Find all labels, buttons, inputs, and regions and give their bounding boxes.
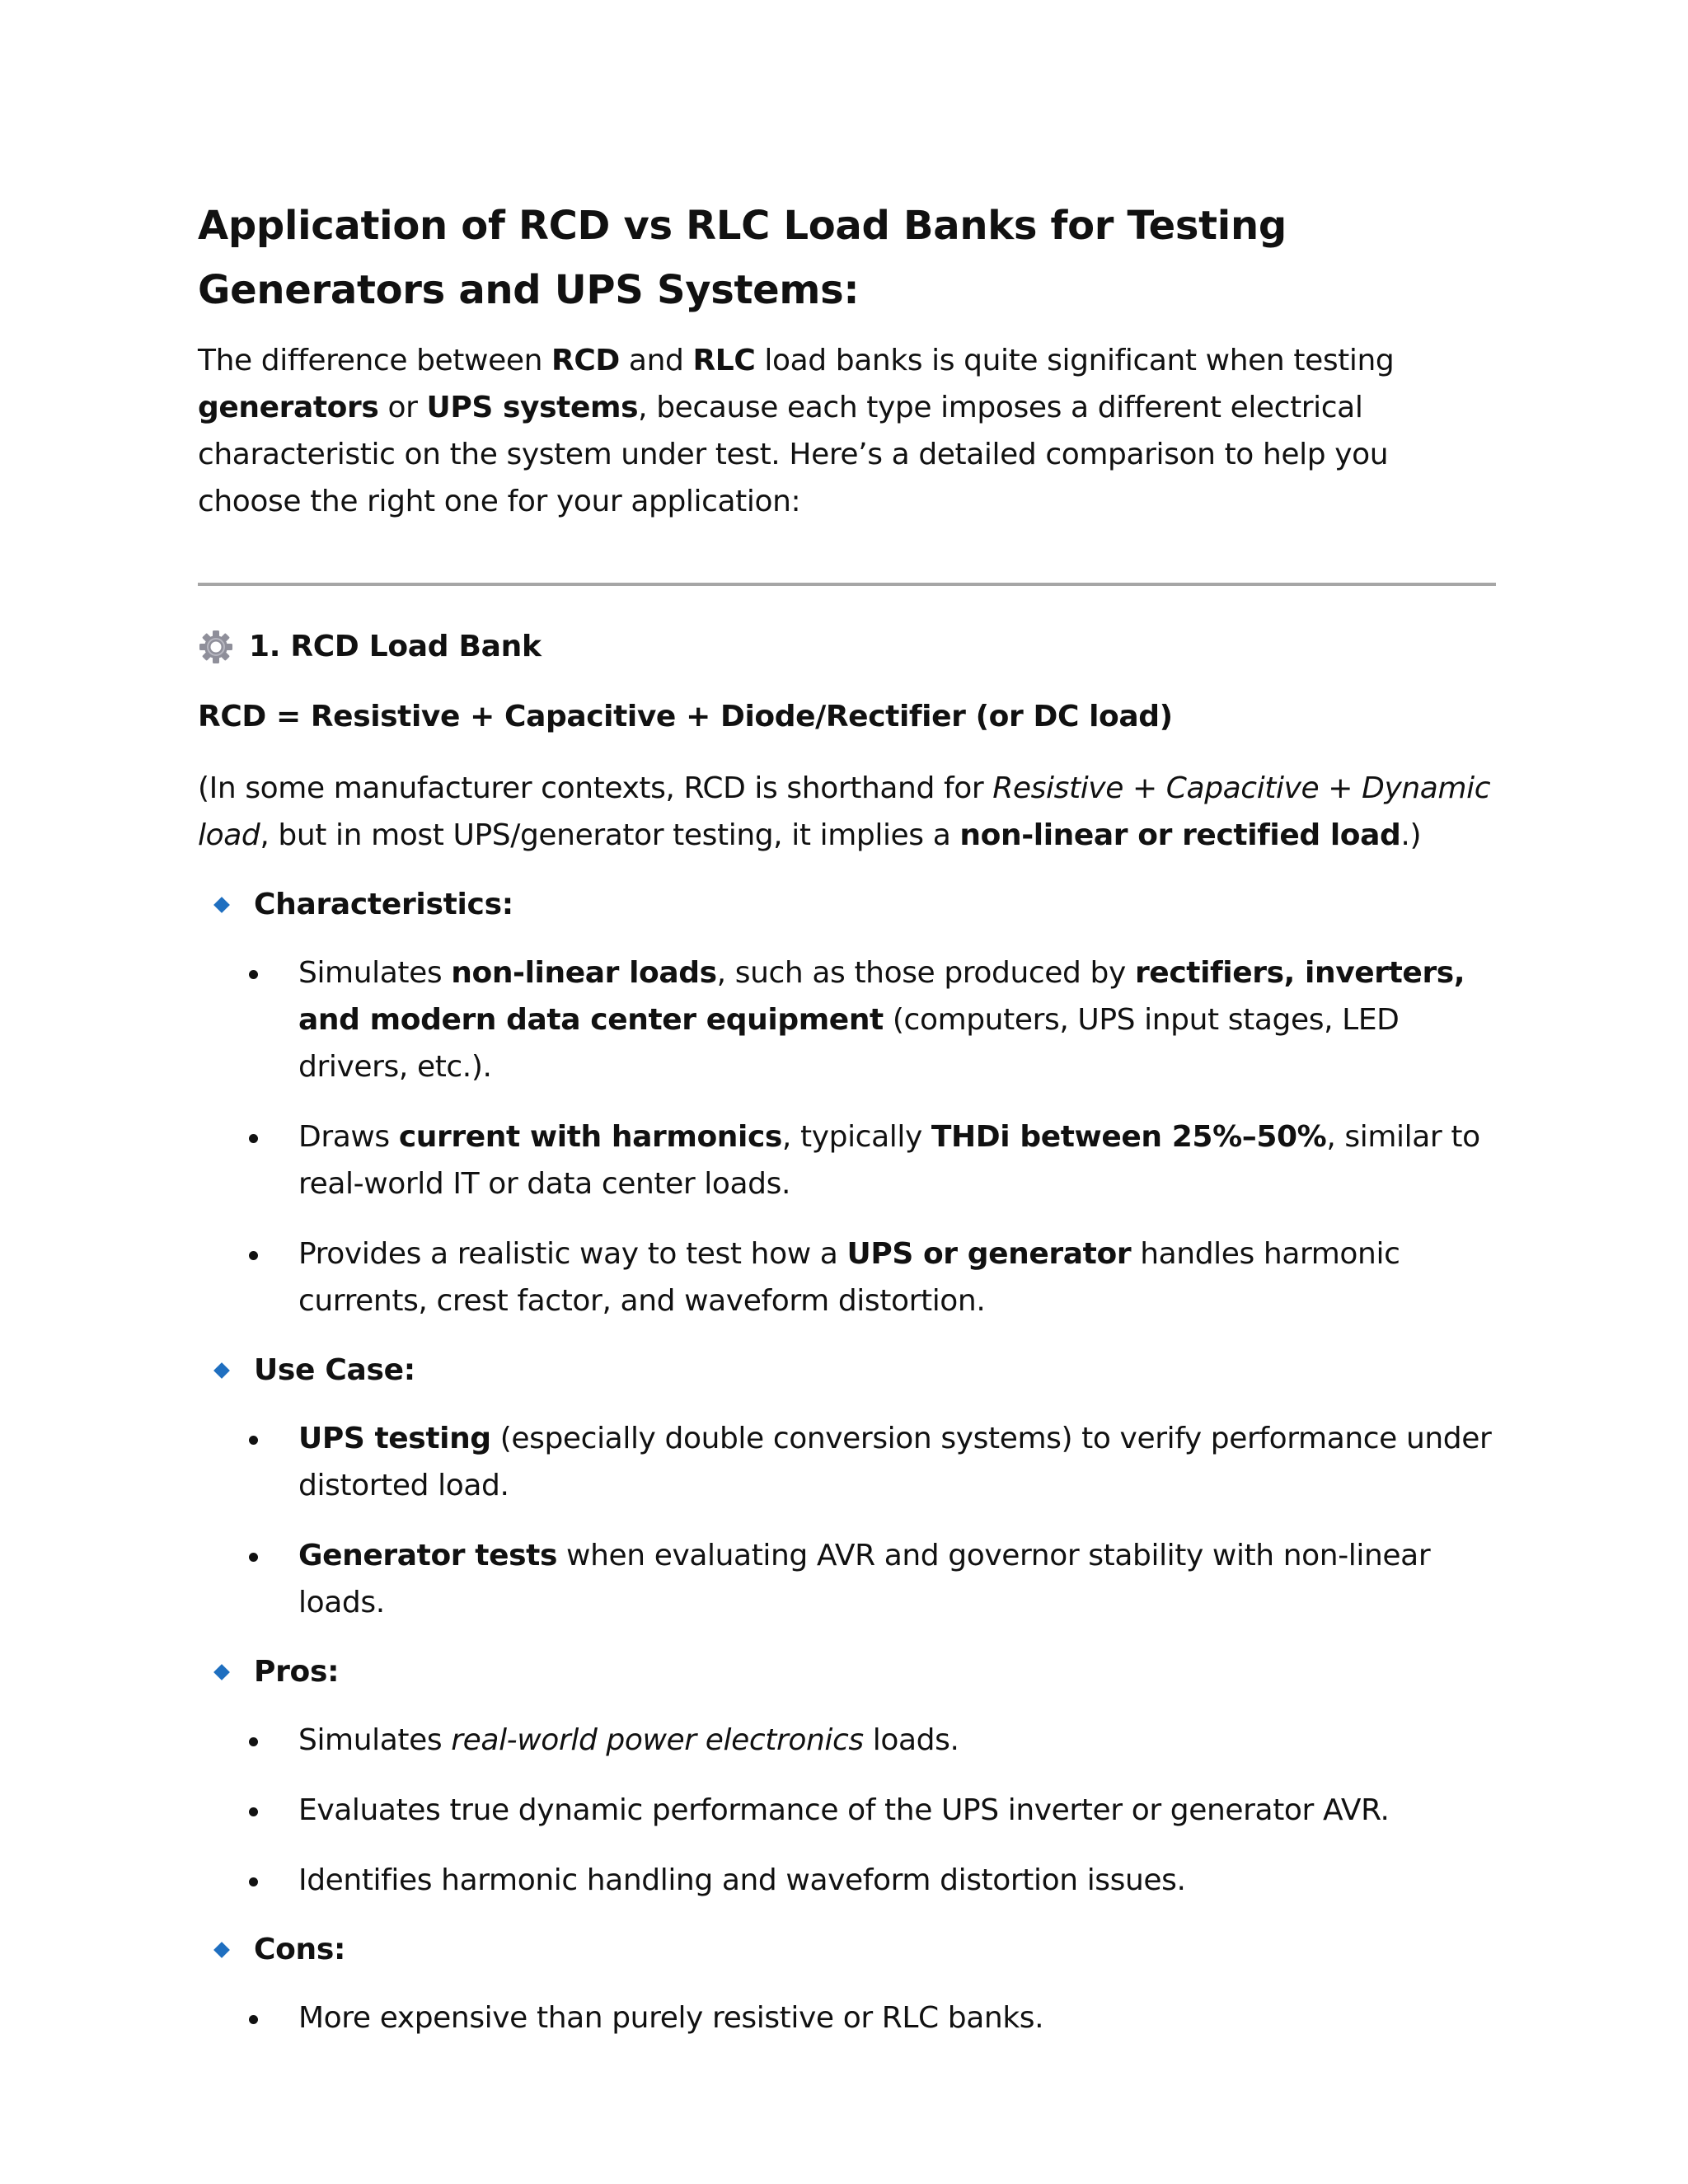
- rcd-note-paragraph: [198, 765, 1496, 859]
- page-title: Application of RCD vs RLC Load Banks for Testing Generators and UPS Systems:: [198, 203, 1287, 313]
- intro-text: or: [378, 391, 427, 424]
- list-item: [198, 1415, 1496, 1509]
- pros-heading: [198, 1651, 1496, 1694]
- item-bold: current with harmonics: [398, 1120, 782, 1154]
- intro-paragraph: [198, 337, 1496, 525]
- item-text: Simulates: [298, 956, 452, 990]
- cons-label: Cons:: [254, 1933, 346, 1966]
- list-item: [198, 1857, 1496, 1904]
- cons-list: [198, 1994, 1496, 2041]
- item-text: More expensive than purely resistive or RLC banks.: [298, 2001, 1044, 2035]
- intro-bold-rlc: RLC: [692, 344, 756, 377]
- item-bold: Generator tests: [298, 1539, 557, 1572]
- item-bold: THDi between 25%–50%: [931, 1120, 1327, 1154]
- note-text: (In some manufacturer contexts, RCD is shorthand for: [198, 771, 993, 805]
- horizontal-divider: [198, 583, 1496, 586]
- characteristics-list: [198, 949, 1496, 1324]
- item-text: handles harmonic currents, crest factor, and waveform distortion.: [298, 1237, 1400, 1318]
- item-bold: UPS testing: [298, 1422, 491, 1455]
- item-text: , typically: [781, 1120, 931, 1154]
- item-bold: non-linear loads: [451, 956, 717, 990]
- note-italic: Resistive + Capacitive + Dynamic load: [198, 771, 1491, 852]
- document-page: [198, 194, 1496, 2041]
- characteristics-label: Characteristics:: [254, 888, 513, 921]
- intro-bold-rcd: RCD: [551, 344, 620, 377]
- use-case-label: Use Case:: [254, 1353, 415, 1387]
- list-item: [198, 1994, 1496, 2041]
- list-item: [198, 1717, 1496, 1764]
- intro-bold-generators: generators: [198, 391, 379, 424]
- section-heading: [198, 626, 1496, 668]
- characteristics-heading: [198, 883, 1496, 926]
- item-text: (especially double conversion systems) to verify performance under distorted load.: [298, 1422, 1492, 1502]
- list-item: [198, 1532, 1496, 1626]
- item-text: Evaluates true dynamic performance of the UPS inverter or generator AVR.: [298, 1793, 1390, 1827]
- item-text: Provides a realistic way to test how a: [298, 1237, 847, 1271]
- use-case-list: [198, 1415, 1496, 1626]
- intro-text: load banks is quite significant when testing: [755, 344, 1395, 377]
- cons-heading: [198, 1929, 1496, 1971]
- item-text: , similar to real-world IT or data center loads.: [298, 1120, 1480, 1201]
- list-item: [198, 1787, 1496, 1834]
- diamond-bullet-icon: [213, 897, 230, 913]
- note-text: .): [1400, 818, 1422, 852]
- pros-label: Pros:: [254, 1655, 340, 1689]
- diamond-bullet-icon: [213, 1942, 230, 1958]
- diamond-bullet-icon: [213, 1362, 230, 1379]
- intro-text: , because each type imposes a different electrical characteristic on the system under test. Here’s a detailed comparison to help you choose the right one for your application:: [198, 391, 1389, 518]
- diamond-bullet-icon: [213, 1664, 230, 1680]
- list-item: [198, 1230, 1496, 1324]
- item-text: Simulates: [298, 1723, 452, 1757]
- rcd-formula: RCD = Resistive + Capacitive + Diode/Rectifier (or DC load): [198, 700, 1173, 733]
- item-italic: real-world power electronics: [451, 1723, 864, 1757]
- item-bold: UPS or generator: [846, 1237, 1132, 1271]
- note-text: , but in most UPS/generator testing, it implies a: [260, 818, 960, 852]
- item-bold: rectifiers, inverters, and modern data center equipment: [298, 956, 1465, 1037]
- gear-icon: [198, 629, 234, 665]
- item-text: loads.: [863, 1723, 959, 1757]
- intro-bold-ups: UPS systems: [426, 391, 639, 424]
- item-text: , such as those produced by: [716, 956, 1135, 990]
- intro-text: The difference between: [198, 344, 552, 377]
- note-bold: non-linear or rectified load: [959, 818, 1401, 852]
- section-heading-text: 1. RCD Load Bank: [249, 630, 542, 663]
- item-text: Identifies harmonic handling and waveform distortion issues.: [298, 1863, 1186, 1897]
- item-text: Draws: [298, 1120, 399, 1154]
- list-item: [198, 949, 1496, 1090]
- item-text: (computers, UPS input stages, LED drivers, etc.).: [298, 1003, 1400, 1084]
- pros-list: [198, 1717, 1496, 1904]
- intro-text: and: [619, 344, 693, 377]
- list-item: [198, 1113, 1496, 1207]
- use-case-heading: [198, 1349, 1496, 1392]
- item-text: when evaluating AVR and governor stability with non-linear loads.: [298, 1539, 1431, 1619]
